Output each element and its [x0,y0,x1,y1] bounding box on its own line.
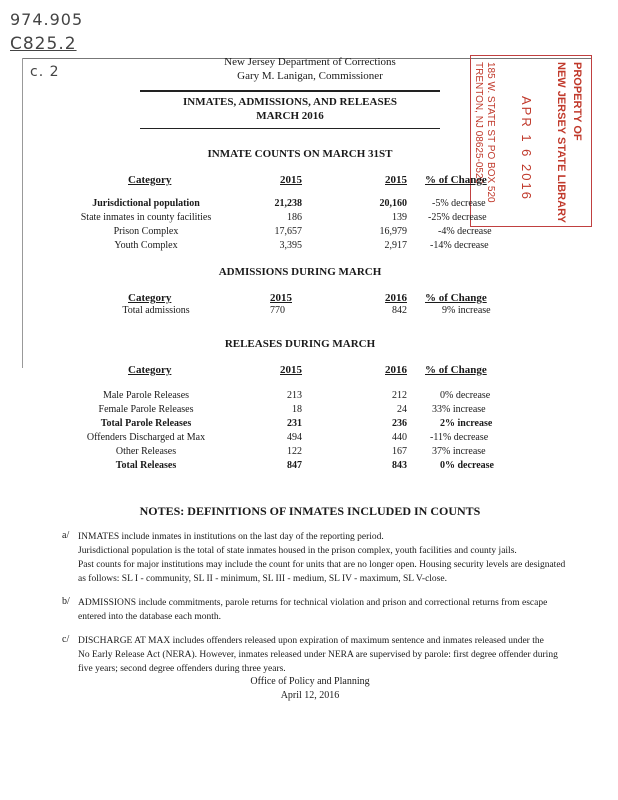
commissioner-name: Gary M. Lanigan, Commissioner [237,70,383,82]
table-row: Youth Complex [114,240,178,251]
note-a-line-3: Past counts for major institutions may include the count for units that are no longer open. Housing security levels are designated [78,560,566,570]
table-cell: 770 [270,305,285,316]
admissions-header-year-1: 2015 [270,292,292,304]
table-row: Female Parole Releases [98,404,194,415]
admissions-header-year-2: 2016 [385,292,407,304]
counts-header-year-2: 2015 [385,174,407,186]
stamp-address-street: 185 W. STATE ST PO BOX 520 [485,62,496,203]
table-cell: 213 [287,390,302,401]
table-row: Other Releases [115,446,177,457]
note-c-line-3: five years; second degree offenders during three years. [78,664,286,674]
table-cell: 843 [392,460,407,471]
handwritten-call-number-2: C825.2 [10,34,77,54]
stamp-library: NEW JERSEY STATE LIBRARY [555,62,567,223]
table-row: Prison Complex [113,226,179,237]
table-cell: 440 [392,432,407,443]
stamp-property: PROPERTY OF [571,62,583,141]
table-row: Jurisdictional population [92,198,200,209]
note-b-line-1: ADMISSIONS include commitments, parole returns for technical violation and prison and correctional returns from escape [78,598,548,608]
note-c-line-2: No Early Release Act (NERA). However, inmates released under NERA are supervised by parole: first degree offender during [78,650,558,660]
table-cell: -4% decrease [438,226,492,237]
table-row: Offenders Discharged at Max [86,432,206,443]
title-rule-bottom [140,128,440,129]
note-marker-b: b/ [62,596,70,607]
table-cell: 16,979 [379,226,407,237]
table-cell: 0% decrease [440,460,494,471]
table-cell: 3,395 [279,240,302,251]
handwritten-copy-number: c. 2 [30,64,60,80]
table-cell: -14% decrease [430,240,489,251]
table-cell: -25% decrease [428,212,487,223]
notes-heading: NOTES: DEFINITIONS OF INMATES INCLUDED IN COUNTS [139,504,481,518]
table-row: Total Parole Releases [100,418,192,429]
table-cell: 236 [392,418,407,429]
title-rule-top [140,90,440,92]
releases-header-change: % of Change [425,364,487,376]
footer-office: Office of Policy and Planning [250,676,370,687]
table-cell: 33% increase [432,404,486,415]
note-b-line-2: entered into the database each month. [78,612,221,622]
note-marker-a: a/ [62,530,70,541]
note-a-line-4: as follows: SL I - community, SL II - minimum, SL III - medium, SL IV - maximum, SL V-close. [78,574,447,584]
note-a-line-1: INMATES include inmates in institutions on the last day of the reporting period. [78,532,384,542]
releases-header-year-2: 2016 [385,364,407,376]
counts-header-change: % of Change [425,174,487,186]
report-title: INMATES, ADMISSIONS, AND RELEASES [182,96,398,108]
table-cell: 20,160 [379,198,407,209]
counts-header-category: Category [128,174,172,186]
library-stamp [470,55,592,227]
releases-header-category: Category [128,364,172,376]
table-cell: 186 [287,212,302,223]
footer-date: April 12, 2016 [280,690,340,701]
table-cell: 139 [392,212,407,223]
note-c-line-1: DISCHARGE AT MAX includes offenders released upon expiration of maximum sentence and inmates released under the [78,636,544,646]
table-cell: 494 [287,432,302,443]
table-row: Male Parole Releases [102,390,190,401]
table-cell: 122 [287,446,302,457]
table-cell: 167 [392,446,407,457]
report-subtitle: MARCH 2016 [256,110,324,122]
table-cell: 18 [292,404,302,415]
note-a-line-2: Jurisdictional population is the total of state inmates housed in the prison complex, youth facilities and county jails. [78,546,517,556]
table-cell: 842 [392,305,407,316]
table-cell: 2% increase [440,418,493,429]
admissions-header-category: Category [128,292,172,304]
table-cell: 212 [392,390,407,401]
table-cell: 21,238 [274,198,302,209]
table-cell: 2,917 [384,240,407,251]
table-cell: 37% increase [432,446,486,457]
table-cell: 0% decrease [440,390,491,401]
department-name: New Jersey Department of Corrections [224,56,396,68]
table-cell: 231 [287,418,302,429]
stamp-address-city: TRENTON, NJ 08625-0520 [473,62,484,185]
releases-header-year-1: 2015 [280,364,302,376]
admissions-heading: ADMISSIONS DURING MARCH [218,266,382,278]
table-row: Total admissions [122,305,190,316]
table-cell: 9% increase [442,305,491,316]
table-cell: 24 [397,404,407,415]
table-row: Total Releases [115,460,177,471]
releases-heading: RELEASES DURING MARCH [224,338,376,350]
handwritten-call-number: 974.905 [10,10,84,29]
counts-heading: INMATE COUNTS ON MARCH 31ST [207,148,393,160]
table-cell: -5% decrease [432,198,486,209]
note-marker-c: c/ [62,634,70,645]
admissions-header-change: % of Change [425,292,487,304]
table-row: State inmates in county facilities [80,212,212,223]
table-cell: 847 [287,460,302,471]
table-cell: 17,657 [274,226,302,237]
counts-header-year-1: 2015 [280,174,302,186]
frame-left-line [22,58,23,368]
table-cell: -11% decrease [430,432,489,443]
stamp-date: APR 1 6 2016 [519,96,534,201]
